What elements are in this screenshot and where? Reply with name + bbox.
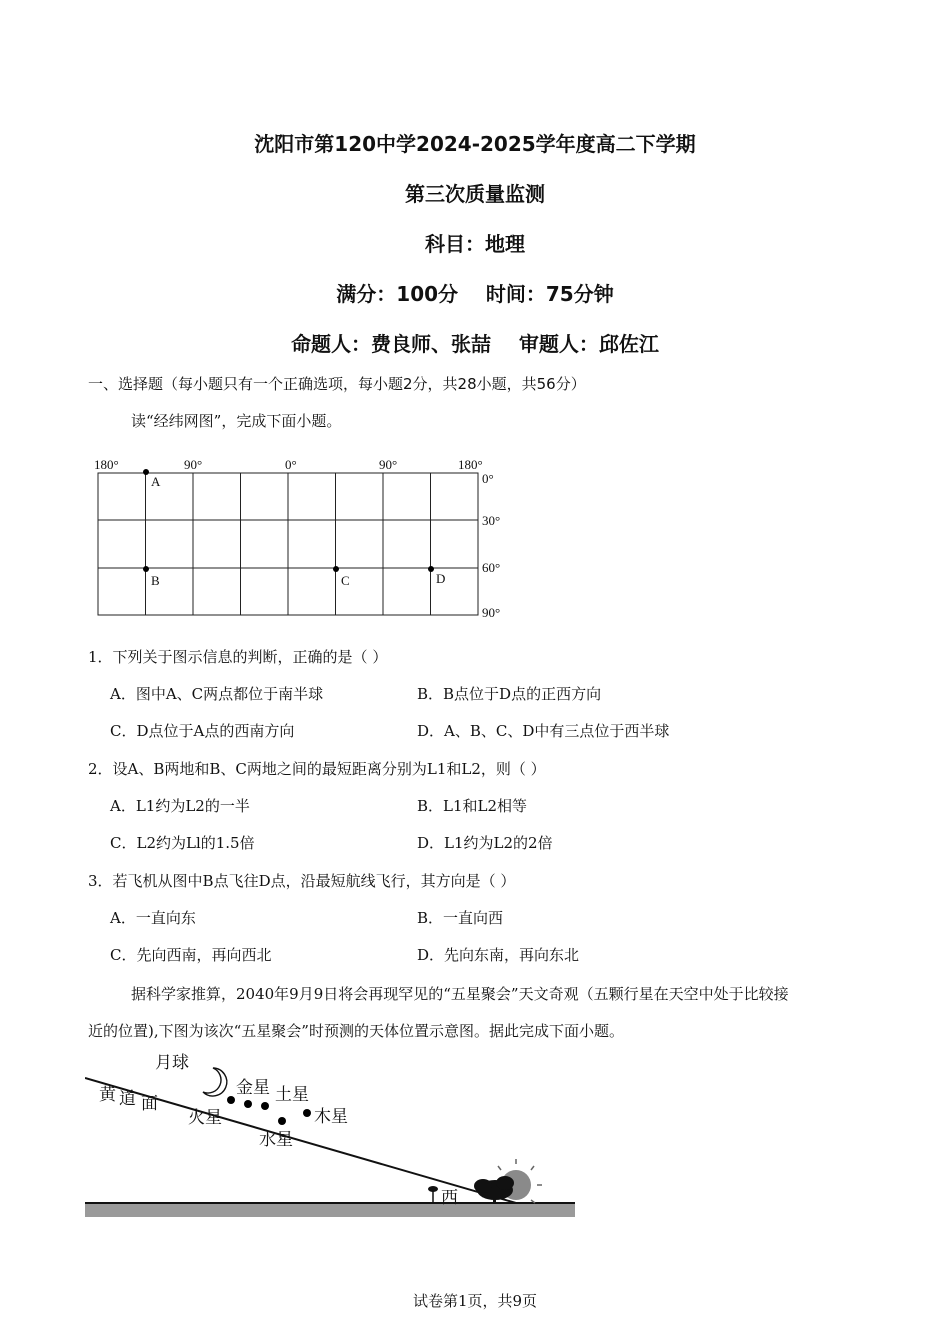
ecliptic-label-2: 道 xyxy=(119,1089,136,1109)
point-b-label: B xyxy=(151,573,160,588)
five-planets-diagram xyxy=(85,1048,580,1223)
jupiter-label: 木星 xyxy=(314,1107,348,1127)
lon-label-90e: 90° xyxy=(379,457,398,472)
lat-label-30: 30° xyxy=(482,513,501,528)
mars-label: 火星 xyxy=(188,1108,222,1128)
question-1-option-b: B．B点位于D点的正西方向 xyxy=(417,685,602,703)
point-a-dot xyxy=(143,469,149,475)
passage-2-line1: 据科学家推算，2040年9月9日将会再现罕见的“五星聚会”天文奇观（五颗行星在天空中处于比较接 xyxy=(131,985,789,1003)
lat-label-90: 90° xyxy=(482,605,501,620)
point-d-label: D xyxy=(436,571,446,586)
question-1-option-d: D．A、B、C、D中有三点位于西半球 xyxy=(417,722,670,740)
question-2-stem: 2．设A、B两地和B、C两地之间的最短距离分别为L1和L2，则（ ） xyxy=(88,760,546,778)
tree-icon xyxy=(474,1176,514,1203)
point-c-dot xyxy=(333,566,339,572)
section-intro: 读“经纬网图”，完成下面小题。 xyxy=(131,412,342,430)
section-heading: 一、选择题（每小题只有一个正确选项，每小题2分，共28小题，共56分） xyxy=(88,375,586,393)
west-label: 西 xyxy=(441,1188,458,1208)
jupiter-dot xyxy=(303,1109,311,1117)
small-tree-icon xyxy=(428,1186,438,1203)
lat-label-60: 60° xyxy=(482,560,501,575)
question-3-option-b: B．一直向西 xyxy=(417,909,504,927)
point-c-label: C xyxy=(341,573,350,588)
question-3-option-c: C．先向西南，再向西北 xyxy=(110,946,272,964)
question-2-option-b: B．L1和L2相等 xyxy=(417,797,528,815)
mercury-label: 水星 xyxy=(259,1130,293,1150)
lon-label-180e: 180° xyxy=(458,457,483,472)
ground xyxy=(85,1203,575,1217)
point-d-dot xyxy=(428,566,434,572)
exam-authors: 命题人：费良师、张喆 审题人：邱佐江 xyxy=(291,332,659,356)
saturn-label: 土星 xyxy=(275,1085,309,1105)
passage-2-line2: 近的位置),下图为该次“五星聚会”时预测的天体位置示意图。据此完成下面小题。 xyxy=(88,1022,624,1040)
lat-label-0: 0° xyxy=(482,471,494,486)
question-2-option-c: C．L2约为Ll的1.5倍 xyxy=(110,834,255,852)
saturn-dot xyxy=(261,1102,269,1110)
moon-icon xyxy=(203,1068,227,1096)
lon-label-180w: 180° xyxy=(94,457,119,472)
question-3-option-a: A．一直向东 xyxy=(110,909,196,927)
point-b-dot xyxy=(143,566,149,572)
point-a-label: A xyxy=(151,474,161,489)
question-3-option-d: D．先向东南，再向东北 xyxy=(417,946,580,964)
exam-title-line2: 第三次质量监测 xyxy=(405,182,545,206)
question-1-option-a: A．图中A、C两点都位于南半球 xyxy=(110,685,324,703)
lat-lon-grid-map xyxy=(88,455,518,620)
venus-label: 金星 xyxy=(236,1078,270,1098)
mercury-dot xyxy=(278,1117,286,1125)
question-1-option-c: C．D点位于A点的西南方向 xyxy=(110,722,295,740)
grid-lines xyxy=(98,473,478,615)
ecliptic-label-1: 黄 xyxy=(99,1085,116,1105)
venus-dot xyxy=(244,1100,252,1108)
ecliptic-label-3: 面 xyxy=(141,1094,158,1114)
question-2-option-a: A．L1约为L2的一半 xyxy=(110,797,250,815)
lon-label-90w: 90° xyxy=(184,457,203,472)
question-3-stem: 3．若飞机从图中B点飞往D点，沿最短航线飞行，其方向是（ ） xyxy=(88,872,516,890)
exam-score-time: 满分：100分 时间：75分钟 xyxy=(336,282,614,306)
question-2-option-d: D．L1约为L2的2倍 xyxy=(417,834,553,852)
moon-label: 月球 xyxy=(155,1053,189,1073)
mars-dot xyxy=(227,1096,235,1104)
question-1-stem: 1．下列关于图示信息的判断，正确的是（ ） xyxy=(88,648,388,666)
exam-title-line1: 沈阳市第120中学2024-2025学年度高二下学期 xyxy=(254,132,696,156)
exam-subject: 科目：地理 xyxy=(425,232,525,256)
lon-label-0: 0° xyxy=(285,457,297,472)
page-footer: 试卷第1页，共9页 xyxy=(412,1292,538,1310)
